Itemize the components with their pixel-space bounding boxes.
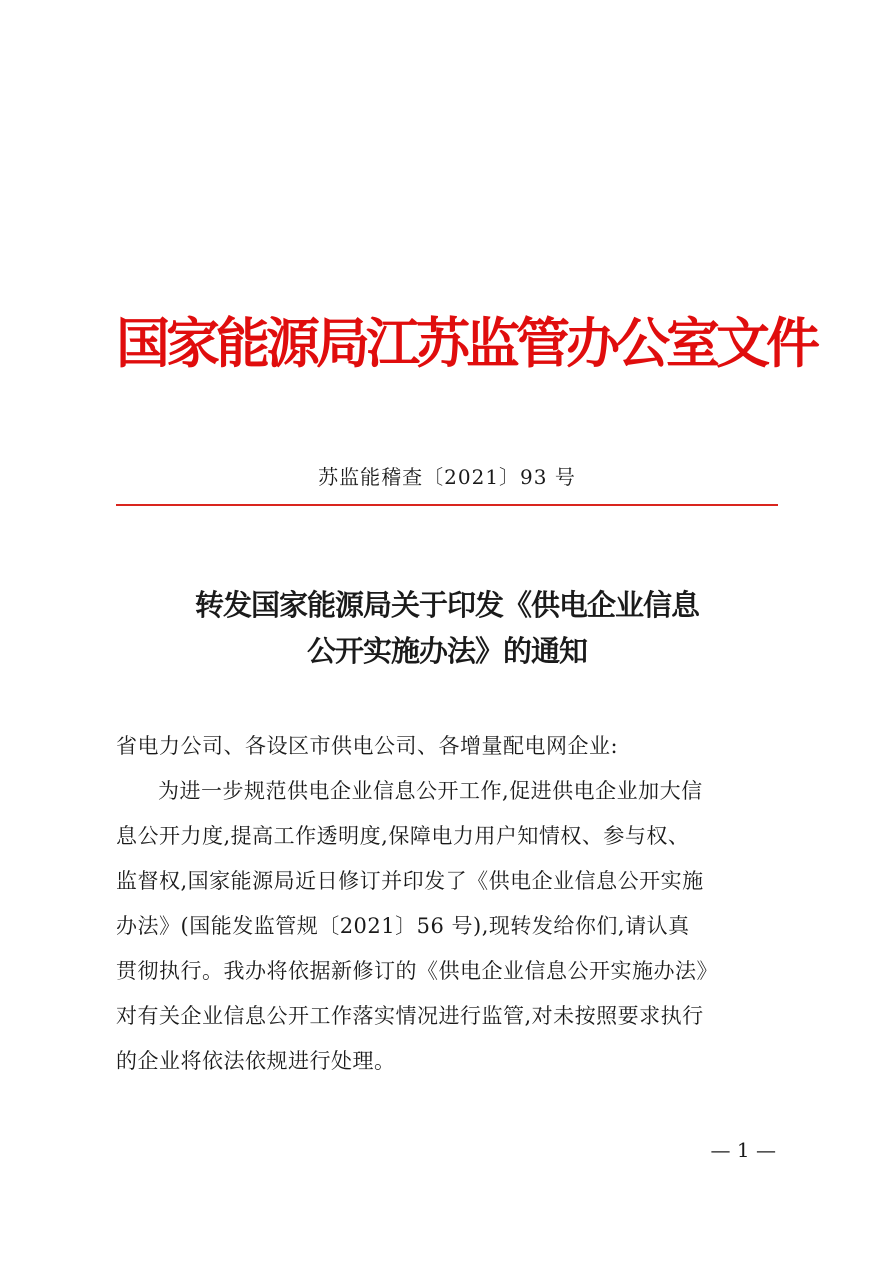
document-title-line-2: 公开实施办法》的通知	[306, 634, 587, 668]
paragraph-line: 贯彻执行。我办将依据新修订的《供电企业信息公开实施办法》	[116, 959, 718, 983]
red-divider-line	[116, 504, 778, 506]
paragraph-line: 的企业将依法依规进行处理。	[116, 1049, 396, 1073]
document-body	[116, 724, 778, 1084]
paragraph-line: 办法》(国能发监管规〔2021〕56 号),现转发给你们,请认真	[116, 914, 690, 938]
document-number: 苏监能稽查〔2021〕93 号	[318, 465, 576, 489]
salutation: 省电力公司、各设区市供电公司、各增量配电网企业:	[116, 734, 619, 758]
paragraph-line: 为进一步规范供电企业信息公开工作,促进供电企业加大信	[158, 779, 703, 803]
issuing-authority-header: 国家能源局江苏监管办公室文件	[116, 311, 816, 375]
paragraph-line: 对有关企业信息公开工作落实情况进行监管,对未按照要求执行	[116, 1004, 704, 1028]
document-title	[116, 582, 778, 674]
paragraph-line: 监督权,国家能源局近日修订并印发了《供电企业信息公开实施	[116, 869, 704, 893]
document-title-line-1: 转发国家能源局关于印发《供电企业信息	[194, 588, 699, 622]
page-number: — 1 —	[710, 1138, 776, 1162]
paragraph-line: 息公开力度,提高工作透明度,保障电力用户知情权、参与权、	[116, 824, 690, 848]
